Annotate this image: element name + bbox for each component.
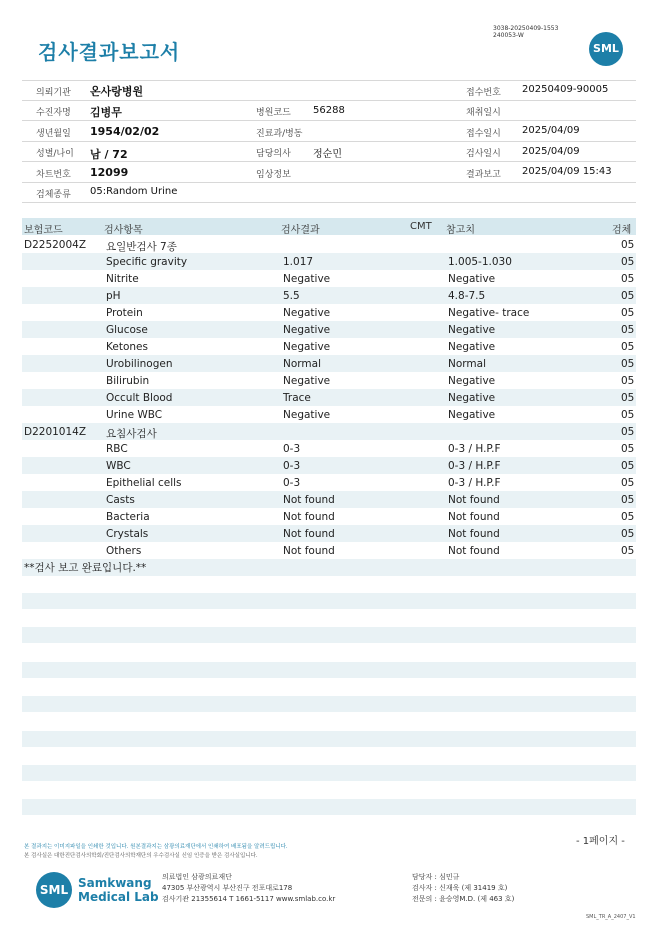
cell-result: 0-3 <box>283 460 301 472</box>
cell-result: Negative <box>283 307 331 319</box>
cell-spec: 05 <box>621 358 635 370</box>
cell-item: Epithelial cells <box>106 477 182 489</box>
cell-item: Specific gravity <box>106 256 188 268</box>
cell-ref: 4.8-7.5 <box>448 290 486 302</box>
col-item: 검사항목 <box>104 225 143 236</box>
cell-item: Nitrite <box>106 273 139 285</box>
cell-item: Others <box>106 545 142 557</box>
org-address: 47305 부산광역시 부산진구 전포대로178 <box>162 884 293 892</box>
table-row <box>22 338 636 355</box>
table-row <box>22 253 636 270</box>
cell-ref: 1.005-1.030 <box>448 256 512 268</box>
cell-spec: 05 <box>621 528 635 540</box>
specialist-label: 전문의 : <box>412 895 437 903</box>
cell-spec: 05 <box>621 239 635 251</box>
sml-logo: SML <box>589 32 623 66</box>
table-row <box>22 355 636 372</box>
cell-code: D2252004Z <box>24 239 87 251</box>
cell-ref: Negative- trace <box>448 307 530 319</box>
cell-spec: 05 <box>621 290 635 302</box>
brand-line2: Medical Lab <box>78 890 159 904</box>
cell-result: Trace <box>283 392 311 404</box>
blank-row <box>22 627 636 643</box>
footnote-image-notice: 본 결과지는 이미지파일을 인쇄한 것입니다. 원본결과지는 삼광의료재단에서 인쇄하여 배포됨을 알려드립니다. <box>24 844 288 850</box>
doctor-value: 정순민 <box>313 149 342 160</box>
document-code-line2: 240053-W <box>493 32 524 39</box>
specialist-value: 윤승영M.D. (제 463 호) <box>439 895 515 903</box>
table-row <box>22 491 636 508</box>
cell-ref: Negative <box>448 341 496 353</box>
divider <box>22 141 636 142</box>
tested-label: 검사일시 <box>466 149 501 159</box>
tester-label: 검사자 : <box>412 884 437 892</box>
cell-spec: 05 <box>621 273 635 285</box>
cell-item: Casts <box>106 494 135 506</box>
brand-line1: Samkwang <box>78 876 152 890</box>
cell-spec: 05 <box>621 307 635 319</box>
cell-spec: 05 <box>621 409 635 421</box>
cell-result: Not found <box>283 528 335 540</box>
cell-spec: 05 <box>621 460 635 472</box>
footnote-accreditation: 본 검사실은 대한진단검사의학회/진단검사의학재단의 우수검사실 신임 인증을 받은 검사실입니다. <box>24 853 258 859</box>
cell-ref: Negative <box>448 375 496 387</box>
cell-spec: 05 <box>621 256 635 268</box>
table-row <box>22 321 636 338</box>
report-value: 2025/04/09 15:43 <box>522 166 612 177</box>
blank-row <box>22 696 636 712</box>
table-row <box>22 542 636 559</box>
table-row <box>22 423 636 440</box>
cell-spec: 05 <box>621 426 635 438</box>
col-code: 보험코드 <box>24 225 63 236</box>
patient-label: 수진자명 <box>36 108 71 118</box>
specimen-value: 05:Random Urine <box>90 186 178 197</box>
tested-value: 2025/04/09 <box>522 146 580 157</box>
org-name: 의료법인 삼광의료재단 <box>162 873 232 881</box>
cell-item: Bacteria <box>106 511 150 523</box>
cell-item: Urine WBC <box>106 409 163 421</box>
sex-age-value: 남 / 72 <box>90 148 128 161</box>
cell-item: Glucose <box>106 324 148 336</box>
page-indicator: - 1페이지 - <box>576 836 625 847</box>
cell-result: 5.5 <box>283 290 300 302</box>
received-value: 2025/04/09 <box>522 125 580 136</box>
sex-age-label: 성별/나이 <box>36 149 74 159</box>
cell-spec: 05 <box>621 324 635 336</box>
table-row <box>22 474 636 491</box>
cell-item: Crystals <box>106 528 149 540</box>
receipt-no-label: 접수번호 <box>466 88 501 98</box>
brand-name <box>78 876 159 904</box>
table-row <box>22 287 636 304</box>
cell-result: Negative <box>283 375 331 387</box>
cell-item: 요일반검사 7종 <box>106 241 177 253</box>
blank-row <box>22 662 636 678</box>
table-row <box>22 270 636 287</box>
cell-item: RBC <box>106 443 128 455</box>
divider <box>22 120 636 121</box>
divider <box>22 100 636 101</box>
cell-ref: Negative <box>448 324 496 336</box>
institution-label: 의뢰기관 <box>36 88 71 98</box>
cell-item: Protein <box>106 307 143 319</box>
col-cmt: CMT <box>410 221 432 232</box>
signatories <box>412 872 514 905</box>
cell-ref: 0-3 / H.P.F <box>448 460 501 472</box>
clinical-label: 임상정보 <box>256 170 291 180</box>
cell-spec: 05 <box>621 341 635 353</box>
cell-code: D2201014Z <box>24 426 87 438</box>
cell-result: Negative <box>283 409 331 421</box>
cell-item: 요침사검사 <box>106 428 157 440</box>
dob-label: 생년월일 <box>36 129 71 139</box>
staff-value: 심민규 <box>439 873 460 881</box>
collect-label: 채취일시 <box>466 108 501 118</box>
cell-item: Urobilinogen <box>106 358 173 370</box>
cell-ref: Negative <box>448 392 496 404</box>
col-specimen: 검체 <box>612 225 632 236</box>
specimen-label: 검체종류 <box>36 190 71 200</box>
cell-result: Not found <box>283 545 335 557</box>
dept-label: 진료과/병동 <box>256 129 303 139</box>
blank-row <box>22 593 636 609</box>
dob-value: 1954/02/02 <box>90 125 160 138</box>
table-row <box>22 406 636 423</box>
blank-row <box>22 731 636 747</box>
table-row <box>22 440 636 457</box>
cell-spec: 05 <box>621 494 635 506</box>
patient-value: 김병무 <box>90 106 122 119</box>
doctor-label: 담당의사 <box>256 149 291 159</box>
cell-result: 0-3 <box>283 477 301 489</box>
cell-ref: Not found <box>448 511 500 523</box>
table-row <box>22 389 636 406</box>
cell-ref: Not found <box>448 545 500 557</box>
hospital-code-value: 56288 <box>313 105 345 116</box>
org-contact: 검사기관 21355614 T 1661-5117 www.smlab.co.kr <box>162 895 336 903</box>
col-ref: 참고치 <box>446 225 475 236</box>
page-title: 검사결과보고서 <box>38 40 181 64</box>
tester-value: 신재욱 (제 31419 호) <box>439 884 508 892</box>
table-row <box>22 372 636 389</box>
chart-no-label: 차트번호 <box>36 170 71 180</box>
divider <box>22 182 636 183</box>
cell-ref: Negative <box>448 273 496 285</box>
cell-result: Negative <box>283 273 331 285</box>
end-note-row <box>22 559 636 576</box>
cell-spec: 05 <box>621 477 635 489</box>
table-row <box>22 457 636 474</box>
cell-ref: Normal <box>448 358 486 370</box>
cell-item: pH <box>106 290 121 302</box>
blank-row <box>22 765 636 781</box>
table-row <box>22 508 636 525</box>
institution-value: 온사랑병원 <box>90 85 144 98</box>
cell-result: 1.017 <box>283 256 314 268</box>
cell-spec: 05 <box>621 511 635 523</box>
cell-spec: 05 <box>621 545 635 557</box>
cell-result: Normal <box>283 358 321 370</box>
cell-result: Negative <box>283 341 331 353</box>
cell-ref: 0-3 / H.P.F <box>448 477 501 489</box>
cell-spec: 05 <box>621 443 635 455</box>
cell-item: WBC <box>106 460 131 472</box>
org-info <box>162 872 335 905</box>
cell-item: Ketones <box>106 341 148 353</box>
cell-ref: Negative <box>448 409 496 421</box>
hospital-code-label: 병원코드 <box>256 108 291 118</box>
received-label: 접수일시 <box>466 129 501 139</box>
divider <box>22 80 636 81</box>
cell-result: 0-3 <box>283 443 301 455</box>
cell-item: Bilirubin <box>106 375 150 387</box>
document-code-line1: 3038-20250409-1553 <box>493 25 559 32</box>
end-note: **검사 보고 완료입니다.** <box>24 562 147 574</box>
cell-ref: Not found <box>448 528 500 540</box>
form-code: SML_TR_A_2407_V1 <box>586 914 636 920</box>
table-row <box>22 525 636 542</box>
cell-spec: 05 <box>621 375 635 387</box>
table-row <box>22 236 636 253</box>
divider <box>22 202 636 203</box>
report-label: 결과보고 <box>466 170 501 180</box>
receipt-no-value: 20250409-90005 <box>522 84 609 95</box>
cell-result: Not found <box>283 494 335 506</box>
blank-row <box>22 799 636 815</box>
cell-item: Occult Blood <box>106 392 173 404</box>
table-row <box>22 304 636 321</box>
cell-result: Negative <box>283 324 331 336</box>
cell-ref: Not found <box>448 494 500 506</box>
cell-result: Not found <box>283 511 335 523</box>
staff-label: 담당자 : <box>412 873 437 881</box>
cell-spec: 05 <box>621 392 635 404</box>
chart-no-value: 12099 <box>90 166 129 179</box>
sml-footer-logo: SML <box>36 872 72 908</box>
document-code <box>493 25 558 39</box>
cell-ref: 0-3 / H.P.F <box>448 443 501 455</box>
col-result: 검사결과 <box>281 225 320 236</box>
